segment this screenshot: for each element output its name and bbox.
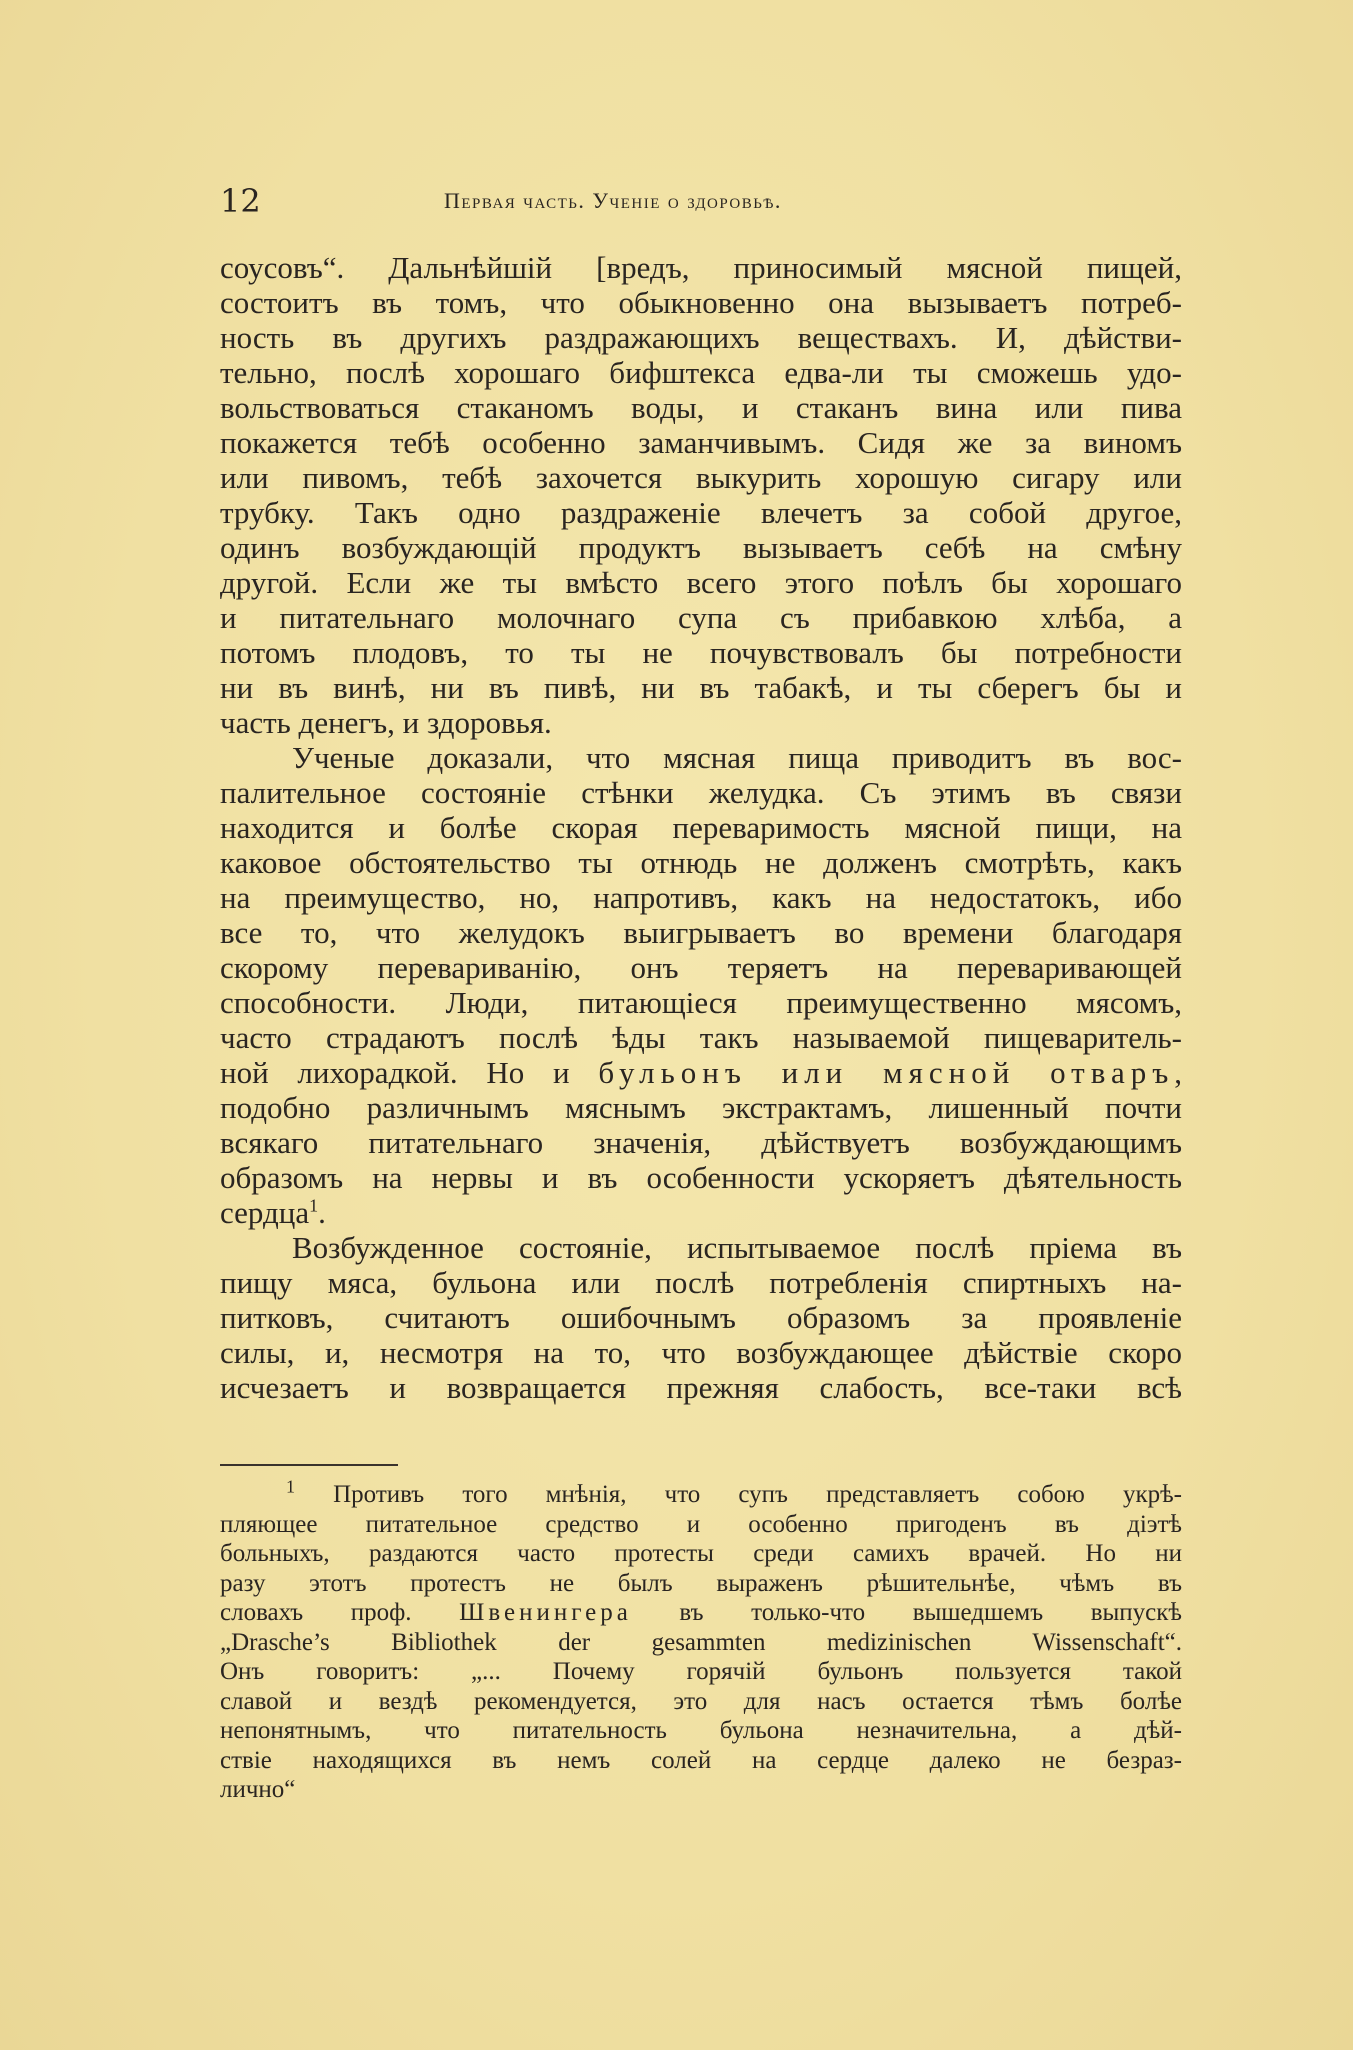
- text-line: Возбужденное состояніе, испытываемое послѣ пріема въ: [292, 1230, 1182, 1265]
- footnote: [220, 1480, 1182, 1805]
- text-line: потомъ плодовъ, то ты не почувствовалъ бы потребности: [220, 635, 1182, 670]
- text-segment: сердца: [220, 1195, 310, 1230]
- footnote-line: больныхъ, раздаются часто протесты среди самихъ врачей. Но ни: [220, 1540, 1182, 1567]
- text-line: силы, и, несмотря на то, что возбуждающее дѣйствіе скоро: [220, 1335, 1182, 1370]
- text-line: способности. Люди, питающіеся преимущественно мясомъ,: [220, 985, 1182, 1020]
- footnote-line: Онъ говоритъ: „... Почему горячій бульонъ пользуется такой: [220, 1658, 1182, 1685]
- text-line: всякаго питательнаго значенія, дѣйствуетъ возбуждающимъ: [220, 1125, 1182, 1160]
- footnote-line: пляющее питательное средство и особенно пригоденъ въ діэтѣ: [220, 1510, 1182, 1538]
- footnote-reference: 1: [309, 1195, 319, 1216]
- text-line: тельно, послѣ хорошаго бифштекса едва-ли ты сможешь удо-: [220, 355, 1182, 390]
- main-text: [220, 250, 1182, 1405]
- text-line: на преимущество, но, напротивъ, какъ на недостатокъ, ибо: [220, 880, 1182, 915]
- text-segment: ,: [1174, 1055, 1182, 1090]
- emphasized-text: Швенингера: [459, 1599, 632, 1626]
- footnote-divider: [220, 1464, 398, 1466]
- text-line: одинъ возбуждающій продуктъ вызываетъ себѣ на смѣну: [220, 530, 1182, 565]
- footnote-line: непонятнымъ, что питательность бульона незначительна, а дѣй-: [220, 1717, 1182, 1744]
- text-line: покажется тебѣ особенно заманчивымъ. Сидя же за виномъ: [220, 425, 1182, 460]
- footnote-line: славой и вездѣ рекомендуется, это для насъ остается тѣмъ болѣе: [220, 1687, 1182, 1715]
- text-line: скорому перевариванію, онъ теряетъ на переваривающей: [220, 950, 1182, 985]
- page-number: 12: [220, 182, 261, 220]
- text-line: вольствоваться стаканомъ воды, и стаканъ вина или пива: [220, 390, 1182, 425]
- text-line: и питательнаго молочнаго супа съ прибавкою хлѣба, а: [220, 600, 1182, 635]
- text-line: соусовъ“. Дальнѣйшій [вредъ, приносимый мясной пищей,: [220, 250, 1182, 285]
- text-line: состоитъ въ томъ, что обыкновенно она вызываетъ потреб-: [220, 285, 1182, 320]
- text-line: каковое обстоятельство ты отнюдь не долженъ смотрѣть, какъ: [220, 845, 1182, 880]
- text-line: [220, 1055, 1182, 1090]
- text-line: или пивомъ, тебѣ захочется выкурить хорошую сигару или: [220, 460, 1182, 495]
- text-line: часть денегъ, и здоровья.: [220, 705, 552, 740]
- footnote-line: ствіе находящихся въ немъ солей на сердце далеко не безраз-: [220, 1746, 1182, 1774]
- text-line: часто страдаютъ послѣ ѣды такъ называемой пищеваритель-: [220, 1020, 1182, 1055]
- text-line: другой. Если же ты вмѣсто всего этого поѣлъ бы хорошаго: [220, 565, 1182, 600]
- page-header: [220, 182, 1180, 232]
- text-line: ность въ другихъ раздражающихъ веществахъ. И, дѣйстви-: [220, 320, 1182, 355]
- text-segment: Противъ того мнѣнія, что супъ представляетъ собою укрѣ-: [295, 1481, 1182, 1508]
- text-line: пищу мяса, бульона или послѣ потребленія спиртныхъ на-: [220, 1265, 1182, 1300]
- text-segment: въ только-что вышедшемъ выпускѣ: [631, 1599, 1182, 1626]
- footnote-line: [220, 1598, 1182, 1628]
- text-line: образомъ на нервы и въ особенности ускоряетъ дѣятельность: [220, 1160, 1182, 1195]
- footnote-line: лично“: [220, 1776, 296, 1803]
- footnote-line: „Drasche’s Bibliothek der gesammten medizinischen Wissenschaft“.: [220, 1628, 1182, 1656]
- text-line: палительное состояніе стѣнки желудка. Съ этимъ въ связи: [220, 775, 1182, 810]
- text-line: питковъ, считаютъ ошибочнымъ образомъ за проявленіе: [220, 1300, 1182, 1335]
- text-line: трубку. Такъ одно раздраженіе влечетъ за собой другое,: [220, 495, 1182, 530]
- text-segment: ной лихорадкой. Но и: [220, 1055, 599, 1090]
- footnote-line: разу этотъ протестъ не былъ выраженъ рѣшительнѣе, чѣмъ въ: [220, 1569, 1182, 1597]
- text-line: [220, 1195, 1182, 1230]
- footnote-marker: 1: [286, 1480, 295, 1497]
- text-segment: .: [318, 1195, 326, 1230]
- text-line: исчезаетъ и возвращается прежняя слабость, все-таки всѣ: [220, 1370, 1182, 1405]
- text-line: все то, что желудокъ выигрываетъ во времени благодаря: [220, 915, 1182, 950]
- running-head: Первая часть. Ученіе о здоровьѣ.: [444, 188, 782, 213]
- text-line: Ученые доказали, что мясная пища приводитъ въ вос-: [292, 740, 1182, 775]
- text-line: находится и болѣе скорая переваримость мясной пищи, на: [220, 810, 1182, 845]
- text-line: подобно различнымъ мяснымъ экстрактамъ, лишенный почти: [220, 1090, 1182, 1125]
- emphasized-text: бульонъ или мясной отваръ: [598, 1055, 1175, 1090]
- text-segment: словахъ проф.: [220, 1599, 460, 1626]
- footnote-line: [220, 1480, 1182, 1510]
- text-line: ни въ винѣ, ни въ пивѣ, ни въ табакѣ, и ты сберегъ бы и: [220, 670, 1182, 705]
